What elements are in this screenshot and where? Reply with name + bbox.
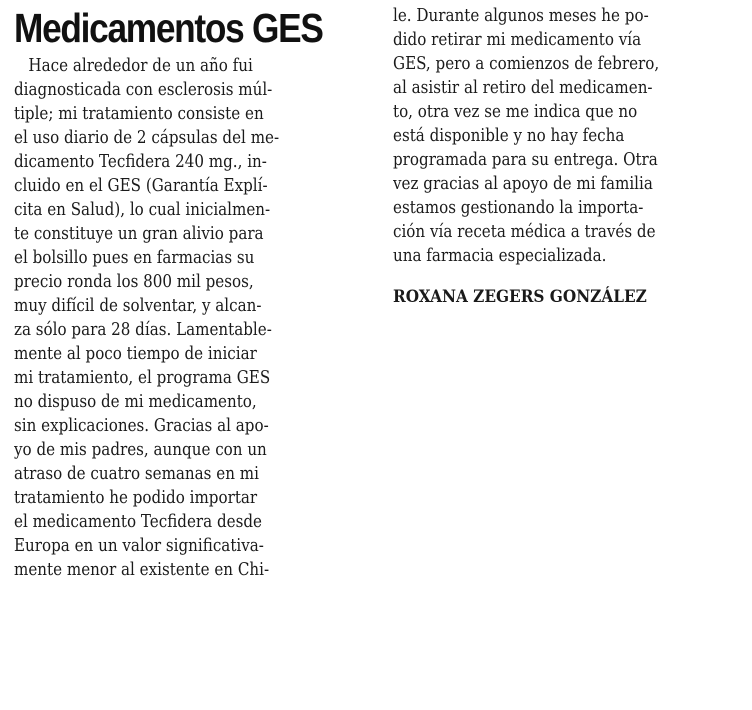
text-line	[14, 390, 370, 414]
text-line	[14, 558, 370, 582]
text-line-content: diagnosticada con esclerosis múl-	[14, 79, 273, 100]
text-line	[14, 246, 370, 270]
text-line-content: muy difícil de solventar, y alcan-	[14, 295, 262, 316]
text-line	[14, 342, 370, 366]
text-line-content: al asistir al retiro del medicamen-	[393, 77, 653, 98]
text-line-content: cita en Salud), lo cual inicialmen-	[14, 199, 271, 220]
text-line	[14, 510, 370, 534]
text-line-content: estamos gestionando la importa-	[393, 197, 644, 218]
text-line-content: tiple; mi tratamiento consiste en	[14, 103, 264, 124]
text-line	[393, 100, 745, 124]
text-line-content: te constituye un gran alivio para	[14, 223, 264, 244]
text-line	[393, 124, 745, 148]
text-line	[14, 78, 370, 102]
text-line-content: to, otra vez se me indica que no	[393, 101, 638, 122]
text-line	[393, 196, 745, 220]
text-line-content: ción vía receta médica a través de	[393, 221, 656, 242]
text-line	[393, 148, 745, 172]
text-line-content: dicamento Tecfidera 240 mg., in-	[14, 151, 267, 172]
text-line	[393, 4, 745, 28]
text-line-content: dido retirar mi medicamento vía	[393, 29, 642, 50]
text-line	[14, 318, 370, 342]
text-line-content: el uso diario de 2 cápsulas del me-	[14, 127, 280, 148]
text-line	[14, 150, 370, 174]
text-line-content: mi tratamiento, el programa GES	[14, 367, 271, 388]
text-line	[393, 172, 745, 196]
text-line	[14, 126, 370, 150]
text-line	[393, 28, 745, 52]
text-line-content: mente al poco tiempo de iniciar	[14, 343, 257, 364]
text-line-content: mente menor al existente en Chi-	[14, 559, 270, 580]
text-line-content: programada para su entrega. Otra	[393, 149, 658, 170]
text-line	[393, 76, 745, 100]
text-line	[393, 244, 745, 268]
text-line-content: Hace alrededor de un año fui	[14, 55, 253, 76]
text-line-content: cluido en el GES (Garantía Explí-	[14, 175, 268, 196]
text-line	[14, 198, 370, 222]
text-line-content: no dispuso de mi medicamento,	[14, 391, 257, 412]
left-column	[14, 4, 370, 582]
text-line-content: za sólo para 28 días. Lamentable-	[14, 319, 272, 340]
text-line	[14, 414, 370, 438]
text-line-content: le. Durante algunos meses he po-	[393, 5, 649, 26]
text-line	[393, 52, 745, 76]
text-line-content: atraso de cuatro semanas en mi	[14, 463, 259, 484]
text-line-content: vez gracias al apoyo de mi familia	[393, 173, 653, 194]
text-line-content: GES, pero a comienzos de febrero,	[393, 53, 660, 74]
text-line-content: yo de mis padres, aunque con un	[14, 439, 267, 460]
text-line	[14, 54, 370, 78]
text-line-content: está disponible y no hay fecha	[393, 125, 625, 146]
text-line-content: una farmacia especializada.	[393, 245, 607, 266]
right-column-body	[393, 4, 745, 268]
text-line-content: el bolsillo pues en farmacias su	[14, 247, 255, 268]
text-line-content: precio ronda los 800 mil pesos,	[14, 271, 254, 292]
left-column-body	[14, 54, 370, 582]
author-byline	[393, 285, 745, 309]
text-line	[14, 222, 370, 246]
text-line-content: Europa en un valor significativa-	[14, 535, 264, 556]
text-line	[14, 534, 370, 558]
text-line-content: el medicamento Tecfidera desde	[14, 511, 262, 532]
text-line-content: sin explicaciones. Gracias al apo-	[14, 415, 269, 436]
text-line	[14, 366, 370, 390]
text-line-content: tratamiento he podido importar	[14, 487, 258, 508]
author-name: ROXANA ZEGERS GONZÁLEZ	[393, 287, 647, 307]
text-line	[14, 294, 370, 318]
text-line	[14, 102, 370, 126]
text-line	[14, 486, 370, 510]
right-column	[393, 4, 745, 309]
text-line	[393, 220, 745, 244]
text-line	[14, 270, 370, 294]
text-line	[14, 462, 370, 486]
article-headline: Medicamentos GES	[14, 5, 323, 51]
text-line	[14, 174, 370, 198]
text-line	[14, 438, 370, 462]
